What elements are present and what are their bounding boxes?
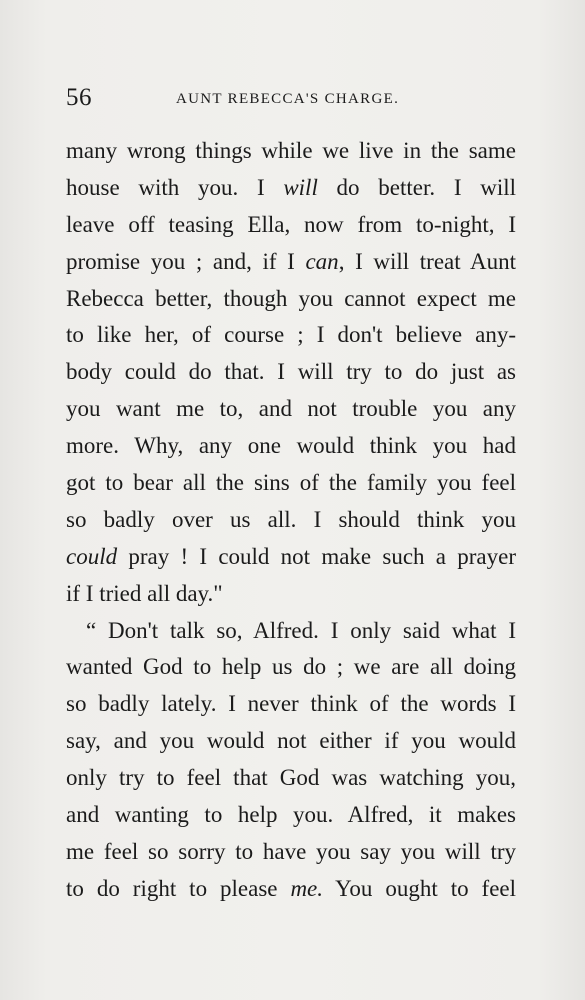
page-number: 56 [66, 84, 92, 111]
text-line: promise you ; and, if I can, I will treat Aunt [66, 248, 517, 274]
text-line: Rebecca better, though you cannot expect me [66, 285, 516, 311]
text-line: only try to feel that God was watching you, [66, 765, 516, 791]
text-line: more. Why, any one would think you had [66, 433, 516, 459]
text-line: so badly lately. I never think of the words I [66, 691, 516, 717]
page-header [66, 82, 526, 114]
text-line: house with you. I will do better. I will [66, 174, 516, 200]
italic-text: will [283, 174, 318, 200]
text-line: me feel so sorry to have you say you will try [66, 838, 516, 864]
text-line: to do right to please me. You ought to feel [66, 875, 517, 901]
text-line: if I tried all day." [66, 580, 223, 606]
italic-text: could [66, 543, 118, 569]
text-line: leave off teasing Ella, now from to-night, I [66, 211, 516, 237]
text-line: “ Don't talk so, Alfred. I only said what I [86, 617, 516, 643]
italic-text: me. [290, 875, 324, 901]
text-line: wanted God to help us do ; we are all doing [66, 654, 516, 680]
italic-text: can [305, 248, 339, 274]
text-line: say, and you would not either if you would [66, 728, 516, 754]
text-line: and wanting to help you. Alfred, it makes [66, 802, 516, 828]
text-line: many wrong things while we live in the same [66, 138, 516, 163]
text-line: you want me to, and not trouble you any [66, 396, 516, 422]
text-line: so badly over us all. I should think you [66, 506, 516, 532]
body-text [66, 133, 516, 908]
text-line: got to bear all the sins of the family you feel [66, 470, 516, 496]
text-line: body could do that. I will try to do just as [66, 359, 516, 385]
running-head: AUNT REBECCA'S CHARGE. [176, 91, 400, 107]
text-line: to like her, of course ; I don't believe any- [66, 322, 516, 348]
text-line: could pray ! I could not make such a prayer [66, 543, 516, 569]
